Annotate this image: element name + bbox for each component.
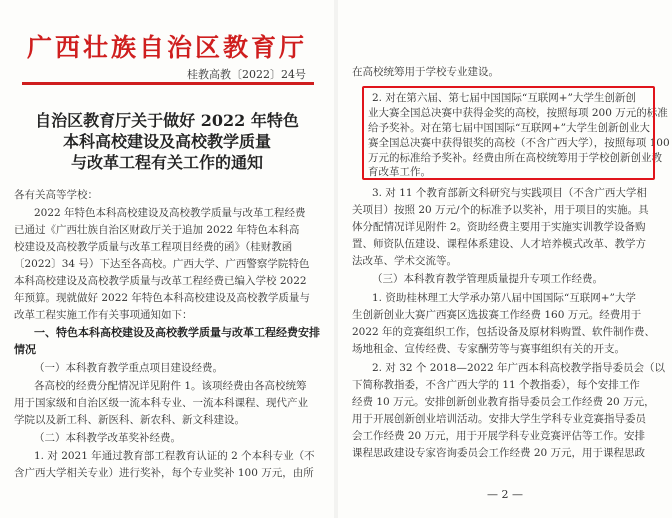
body-line: 校建设及高校教学质量与改革工程项目经费的函》（桂财教函	[14, 241, 293, 253]
body-line: 各高校的经费分配情况详见附件 1。该项经费由各高校统筹	[34, 380, 307, 392]
body-line: 已通过《广西壮族自治区财政厅关于追加 2022 年特色本科高	[14, 224, 300, 236]
subsection-heading: （二）本科教学改革奖补经费。	[34, 432, 181, 444]
highlight-line: 2. 对在第六届、第七届中国国际“互联网+”大学生创新创	[372, 92, 636, 104]
body-line: 2. 对 32 个 2018—2022 年广西本科高校教学指导委员会（以	[372, 362, 666, 374]
issuing-authority-title: 广西壮族自治区教育厅	[26, 33, 307, 62]
page-number: — 2 —	[487, 488, 523, 501]
body-line: 1. 对 2021 年通过教育部工程教育认证的 2 个本科专业（不	[34, 450, 315, 462]
addressee: 各有关高等学校：	[14, 189, 98, 201]
highlight-line: 业大赛全国总决赛中获得金奖的高校，按照每项 200 万元的标准	[368, 107, 668, 119]
body-line: 生创新创业大赛广西赛区选拔赛工作经费 160 万元。经费用于	[352, 309, 642, 321]
body-line: 2022 年特色本科高校建设及高校教学质量与改革工程经费	[34, 207, 306, 219]
body-line: 3. 对 11 个教育部新文科研究与实践项目（不含广西大学相	[372, 187, 647, 199]
body-line: 经费 10 万元。安排创新创业教育指导委员会工作经费 20 万元，	[352, 396, 655, 408]
highlight-line: 给予奖补。对在第七届中国国际“互联网+”大学生创新创业大	[368, 122, 651, 134]
highlight-line: 万元的标准给予奖补。经费由所在高校统筹用于学校创新创业教	[368, 152, 662, 164]
body-line: 本科高校建设及高校教学质量与改革工程经费已编入学校 2022	[14, 275, 307, 287]
red-header-rule	[22, 82, 314, 85]
section-heading: 情况	[14, 343, 36, 356]
subsection-heading: （一）本科教育教学重点项目建设经费。	[34, 362, 223, 374]
notice-title-line: 本科高校建设及高校教学质量	[62, 132, 271, 151]
body-line: 会工作经费 20 万元，用于开展学科专业竞赛评估等工作。安排	[352, 430, 646, 442]
body-line: 2022 年的竞赛组织工作，包括设备及原材料购置、软件制作费、	[352, 326, 656, 338]
body-line: 在高校统筹用于学校专业建设。	[352, 66, 499, 78]
body-line: 用于国家级和自治区级一流本科专业、一流本科课程、现代产业	[14, 397, 308, 409]
document-number: 桂教高教〔2022〕24号	[187, 68, 306, 81]
notice-title-line: 自治区教育厅关于做好 2022 年特色	[35, 111, 299, 130]
highlight-annotation-box	[362, 86, 655, 180]
highlight-line: 赛全国总决赛中获得银奖的高校（不含广西大学），按照每项 100	[368, 137, 670, 149]
body-line: 〔2022〕34 号）下达至各高校。广西大学、广西警察学院特色	[14, 258, 310, 270]
section-heading: 一、特色本科高校建设及高校教学质量与改革工程经费安排	[34, 326, 320, 339]
body-line: 课程思政建设专家咨询委员会工作经费 20 万元，用于课程思政	[352, 447, 646, 459]
body-line: 置、师资队伍建设、课程体系建设、人才培养模式改革、教学方	[352, 238, 646, 250]
body-line: 关项目）按照 20 万元/个的标准予以奖补，用于项目的实施。具	[352, 204, 649, 216]
body-line: 用于开展创新创业培训活动。安排大学生学科专业竞赛指导委员	[352, 413, 646, 425]
subsection-heading: （三）本科教育教学管理质量提升专项工作经费。	[372, 273, 603, 285]
body-line: 1. 资助桂林理工大学承办第八届中国国际“互联网+”大学	[372, 292, 636, 304]
body-line: 法改革、学术交流等。	[352, 255, 457, 267]
body-line: 年预算。现就做好 2022 年特色本科高校建设及高校教学质量与	[14, 292, 310, 304]
body-line: 体分配情况详见附件 2。资助经费主要用于实施实训教学设备购	[352, 221, 646, 233]
body-line: 下简称教指委，不含广西大学的 11 个教指委），每个安排工作	[352, 379, 640, 391]
highlight-line: 育改革工作。	[368, 166, 431, 178]
body-line: 改革工程实施工作有关事项通知如下：	[14, 309, 193, 321]
notice-title-line: 与改革工程有关工作的通知	[70, 153, 263, 172]
notice-title	[0, 110, 334, 173]
body-line: 含广西大学相关专业）进行奖补，每个专业奖补 100 万元，由所	[14, 467, 314, 479]
body-line: 场地租金、宣传经费、专家酬劳等与赛事组织有关的开支。	[352, 343, 625, 355]
document-page-right	[338, 0, 672, 518]
body-line: 学院以及新工科、新医科、新农科、新文科建设。	[14, 414, 245, 426]
document-page-left	[0, 0, 334, 518]
